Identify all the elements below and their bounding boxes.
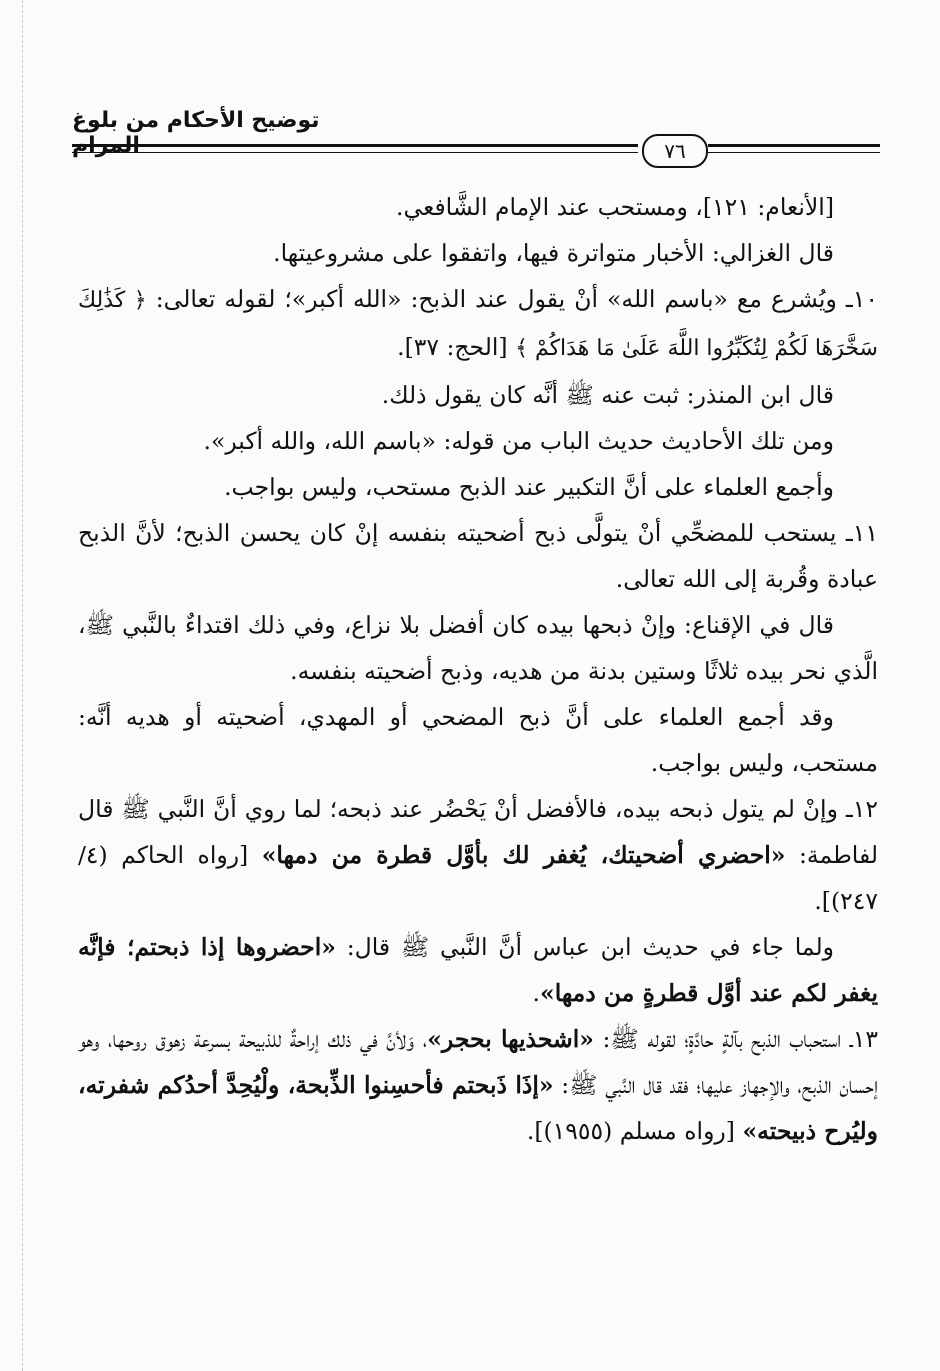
header-rule-thick-right [708,144,880,147]
paragraph-text: ، وَلأنَّ في ذلك إراحةٌ للذبيحة بسرعة زهوق روحها، وهو إحسان الذبح، والإجهاز عليها؛ فقد قال النَّبي ﷺ: [78,1025,878,1099]
paragraph: قال ابن المنذر: ثبت عنه ﷺ أنَّه كان يقول ذلك. [381,381,834,409]
paragraph-text: استحباب الذبح بآلةٍ حادَّةٍ؛ لقوله ﷺ: [602,1025,842,1053]
citation: [رواه الحاكم (٤/ ٢٤٧)]. [78,841,878,915]
quran-verse: ﴿ كَذَٰلِكَ سَخَّرَهَا لَكُمْ لِتُكَبِّرُوا اللَّهَ عَلَىٰ مَا هَدَاكُمْ ﴾ [78,288,878,361]
item-number: ١٢ـ [845,795,878,823]
paragraph: قال الغزالي: الأخبار متواترة فيها، واتفقوا على مشروعيتها. [273,239,834,267]
page-number: ٧٦ [642,134,708,168]
citation: [رواه مسلم (١٩٥٥)]. [526,1117,735,1145]
numbered-paragraph-11 [78,510,878,602]
header-rule-thin-left [72,152,638,153]
numbered-paragraph-13 [78,1016,878,1154]
item-number: ١٠ـ [845,285,878,313]
hadith-quote: «احضري أضحيتك، يُغفر لك بأوَّل قطرة من دمها» [261,841,786,869]
header-rule-thin-right [708,152,880,153]
paragraph [78,924,878,1016]
page-body [78,184,878,1154]
paragraph-text: يستحب للمضحِّي أنْ يتولَّى ذبح أضحيته بنفسه إنْ كان يحسن الذبح؛ لأنَّ الذبح عبادة وقُربة إلى الله تعالى. [78,519,878,593]
numbered-paragraph-10 [78,276,878,372]
hadith-quote: «احضروها إذا ذبحتم؛ فإنَّه يغفر لكم عند أوَّل قطرةٍ من دمها» [78,933,878,1007]
paragraph: قال في الإقناع: وإنْ ذبحها بيده كان أفضل بلا نزاع، وفي ذلك اقتداءٌ بالنَّبي ﷺ، الَّذي نحر بيده ثلاثًا وستين بدنة من هديه، وذبح أضحيته بنفسه. [78,611,878,685]
item-number: ١١ـ [845,519,878,547]
item-number: ١٣ـ [849,1025,878,1053]
paragraph-text: ويُشرع مع «باسم الله» أنْ يقول عند الذبح: «الله أكبر»؛ لقوله تعالى: [155,285,837,313]
book-title: توضيح الأحكام من بلوغ المرام [72,108,320,158]
paragraph: وأجمع العلماء على أنَّ التكبير عند الذبح مستحب، وليس بواجب. [224,473,834,501]
verse-reference: [الحج: ٣٧]. [397,333,508,361]
paragraph-text: ولما جاء في حديث ابن عباس أنَّ النَّبي ﷺ قال: [346,933,835,961]
paragraph: ومن تلك الأحاديث حديث الباب من قوله: «باسم الله، والله أكبر». [203,427,834,455]
hadith-quote: «اشحذيها بحجر» [427,1025,594,1053]
numbered-paragraph-12 [78,786,878,924]
paragraph-text: وإنْ لم يتول ذبحه بيده، فالأفضل أنْ يَحْضُر عند ذبحه؛ لما روي أنَّ النَّبي ﷺ قال لفاطمة: [78,795,878,869]
hadith-quote: «إذَا ذَبحتم فأحسِنوا الذِّبحة، ولْيُحِدَّ أحدُكم شفرته، وليُرح ذبيحته» [78,1071,878,1145]
header-rule-thick-left [72,144,638,147]
page-header [72,108,880,168]
punctuation: . [532,979,540,1007]
page-edge-line [22,0,23,1371]
paragraph: وقد أجمع العلماء على أنَّ ذبح المضحي أو المهدي، أضحيته أو هديه أنَّه: مستحب، وليس بواجب. [78,703,878,777]
paragraph: [الأنعام: ١٢١]، ومستحب عند الإمام الشَّافعي. [396,193,834,221]
